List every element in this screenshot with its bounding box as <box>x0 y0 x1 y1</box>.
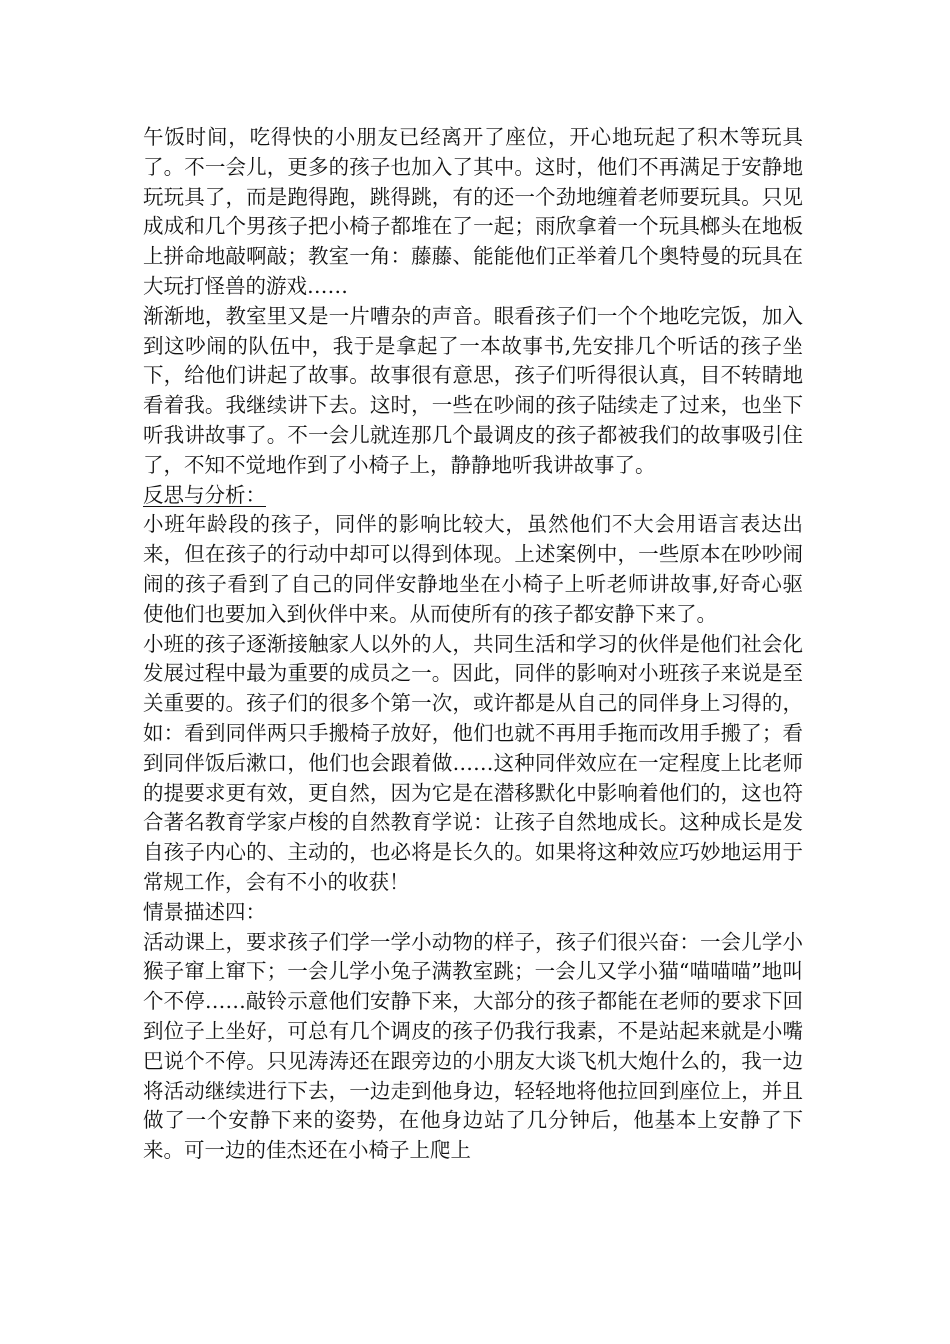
paragraph-lunch-scene: 午饭时间，吃得快的小朋友已经离开了座位，开心地玩起了积木等玩具了。不一会儿，更多的孩子也加入了其中。这时，他们不再满足于安静地玩玩具了，而是跑得跑，跳得跳，有的还一个劲地缠着老师要玩具。只见成成和几个男孩子把小椅子都堆在了一起；雨欣拿着一个玩具榔头在地板上拼命地敲啊敲；教室一角：藤藤、能能他们正举着几个奥特曼的玩具在大玩打怪兽的游戏…… <box>143 125 803 298</box>
heading-scene-four: 情景描述四： <box>143 899 266 924</box>
paragraph-peer-influence: 小班年龄段的孩子，同伴的影响比较大，虽然他们不大会用语言表达出来，但在孩子的行动中却可以得到体现。上述案例中，一些原本在吵吵闹闹的孩子看到了自己的同伴安静地坐在小椅子上听老师讲故事,好奇心驱使他们也要加入到伙伴中来。从而使所有的孩子都安静下来了。 <box>143 512 803 626</box>
paragraph-storytelling: 渐渐地，教室里又是一片嘈杂的声音。眼看孩子们一个个地吃完饭，加入到这吵闹的队伍中，我于是拿起了一本故事书,先安排几个听话的孩子坐下，给他们讲起了故事。故事很有意思，孩子们听得很认真，目不转睛地看着我。我继续讲下去。这时，一些在吵闹的孩子陆续走了过来，也坐下听我讲故事了。不一会儿就连那几个最调皮的孩子都被我们的故事吸引住了，不知不觉地作到了小椅子上，静静地听我讲故事了。 <box>143 303 803 477</box>
paragraph-peer-effect: 小班的孩子逐渐接触家人以外的人，共同生活和学习的伙伴是他们社会化发展过程中最为重要的成员之一。因此，同伴的影响对小班孩子来说是至关重要的。孩子们的很多个第一次，或许都是从自己的同伴身上习得的，如：看到同伴两只手搬椅子放好，他们也就不再用手拖而改用手搬了；看到同伴饭后漱口，他们也会跟着做……这种同伴效应在一定程度上比老师的提要求更有效，更自然，因为它是在潜移默化中影响着他们的，这也符合著名教育学家卢梭的自然教育学说：让孩子自然地成长。这种成长是发自孩子内心的、主动的，也必将是长久的。如果将这种效应巧妙地运用于常规工作，会有不小的收获！ <box>143 631 803 894</box>
heading-reflection-text: 反思与分析： <box>143 482 266 507</box>
heading-reflection <box>143 481 803 511</box>
document-body <box>143 123 803 1166</box>
paragraph-activity-class: 活动课上，要求孩子们学一学小动物的样子，孩子们很兴奋：一会儿学小猴子窜上窜下；一会儿学小兔子满教室跳；一会儿又学小猫“喵喵喵”地叫个不停……敲铃示意他们安静下来，大部分的孩子都能在老师的要求下回到位子上坐好，可总有几个调皮的孩子仍我行我素，不是站起来就是小嘴巴说个不停。只见涛涛还在跟旁边的小朋友大谈飞机大炮什么的，我一边将活动继续进行下去，一边走到他身边，轻轻地将他拉回到座位上，并且做了一个安静下来的姿势，在他身边站了几分钟后，他基本上安静了下来。可一边的佳杰还在小椅子上爬上 <box>143 929 803 1163</box>
